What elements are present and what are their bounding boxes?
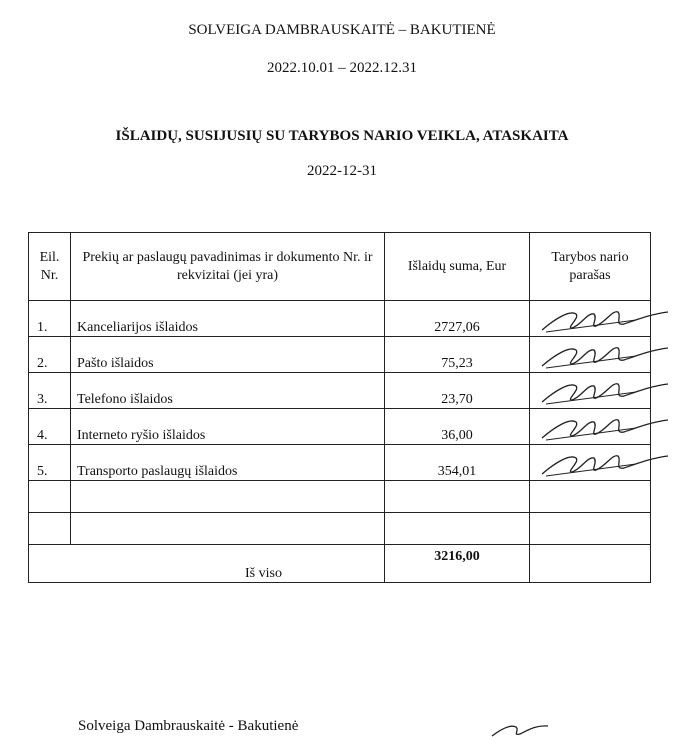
empty-cell <box>29 481 71 513</box>
row-no: 3. <box>29 373 71 409</box>
expenses-table <box>28 232 651 583</box>
row-description: Kanceliarijos išlaidos <box>71 301 385 337</box>
empty-cell <box>385 513 530 545</box>
row-no: 4. <box>29 409 71 445</box>
row-no: 5. <box>29 445 71 481</box>
row-description: Telefono išlaidos <box>71 373 385 409</box>
row-no: 2. <box>29 337 71 373</box>
table-row <box>29 337 651 373</box>
total-row <box>29 545 651 583</box>
row-signature <box>530 445 651 481</box>
signature-icon <box>536 304 671 336</box>
signature-icon <box>536 412 671 444</box>
table-row <box>29 301 651 337</box>
signature-icon <box>536 340 671 372</box>
empty-cell <box>530 545 651 583</box>
empty-cell <box>530 513 651 545</box>
empty-cell <box>71 513 385 545</box>
table-row <box>29 373 651 409</box>
footer-signature-icon <box>490 722 550 737</box>
total-amount: 3216,00 <box>385 545 530 583</box>
empty-cell <box>385 481 530 513</box>
header-amount: Išlaidų suma, Eur <box>385 233 530 301</box>
row-signature <box>530 301 651 337</box>
table-header-row <box>29 233 651 301</box>
member-name: SOLVEIGA DAMBRAUSKAITĖ – BAKUTIENĖ <box>188 22 496 38</box>
empty-cell <box>530 481 651 513</box>
report-date: 2022-12-31 <box>307 163 377 179</box>
row-amount: 2727,06 <box>385 301 530 337</box>
empty-cell <box>71 481 385 513</box>
header-signature: Tarybos nario parašas <box>530 233 651 301</box>
empty-cell <box>29 513 71 545</box>
signatory-name: Solveiga Dambrauskaitė - Bakutienė <box>78 718 299 734</box>
empty-row <box>29 513 651 545</box>
row-signature <box>530 373 651 409</box>
row-amount: 36,00 <box>385 409 530 445</box>
report-period: 2022.10.01 – 2022.12.31 <box>267 60 417 76</box>
row-amount: 75,23 <box>385 337 530 373</box>
total-label: Iš viso <box>29 545 385 583</box>
row-amount: 354,01 <box>385 445 530 481</box>
signature-icon <box>536 376 671 408</box>
header-no: Eil. Nr. <box>29 233 71 301</box>
header-description: Prekių ar paslaugų pavadinimas ir dokumento Nr. ir rekvizitai (jei yra) <box>71 233 385 301</box>
report-title: IŠLAIDŲ, SUSIJUSIŲ SU TARYBOS NARIO VEIKLA, ATASKAITA <box>115 128 569 144</box>
row-signature <box>530 409 651 445</box>
row-description: Transporto paslaugų išlaidos <box>71 445 385 481</box>
row-description: Pašto išlaidos <box>71 337 385 373</box>
table-row <box>29 409 651 445</box>
table-row <box>29 445 651 481</box>
row-signature <box>530 337 651 373</box>
row-amount: 23,70 <box>385 373 530 409</box>
row-description: Interneto ryšio išlaidos <box>71 409 385 445</box>
empty-row <box>29 481 651 513</box>
row-no: 1. <box>29 301 71 337</box>
signature-icon <box>536 448 671 480</box>
